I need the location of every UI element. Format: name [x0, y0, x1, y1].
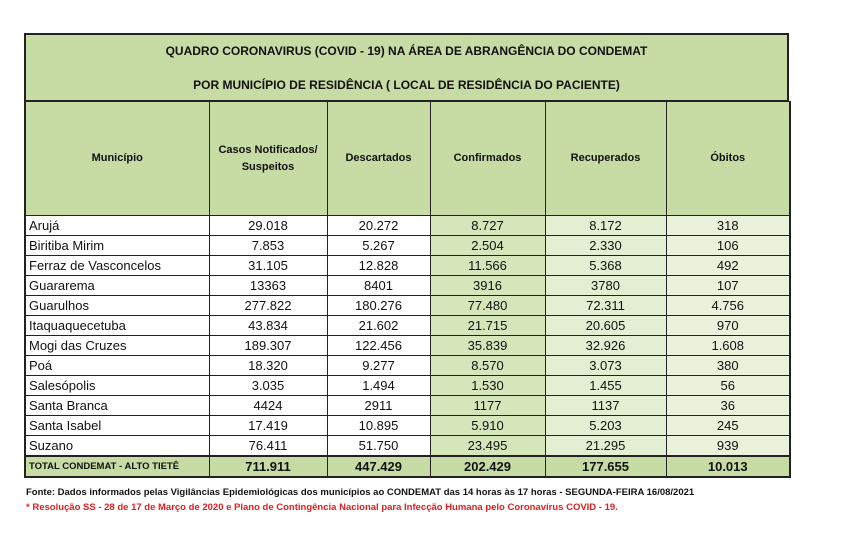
table-row [25, 256, 790, 276]
table-row [25, 236, 790, 256]
cell-descartados: 10.895 [327, 416, 430, 436]
cell-descartados: 180.276 [327, 296, 430, 316]
covid-data-table [24, 101, 791, 478]
header-casos-line1: Casos Notificados/ [218, 143, 318, 156]
cell-confirmados: 11.566 [430, 256, 545, 276]
header-recuperados: Recuperados [545, 102, 666, 216]
cell-casos: 31.105 [209, 256, 327, 276]
total-label: TOTAL CONDEMAT - ALTO TIETÊ [25, 456, 209, 477]
cell-confirmados: 5.910 [430, 416, 545, 436]
report-title-line2: POR MUNICÍPIO DE RESIDÊNCIA ( LOCAL DE RESIDÊNCIA DO PACIENTE) [193, 78, 620, 92]
cell-recuperados: 1137 [545, 396, 666, 416]
cell-descartados: 20.272 [327, 216, 430, 236]
total-recuperados: 177.655 [545, 456, 666, 477]
cell-obitos: 970 [666, 316, 790, 336]
cell-obitos: 318 [666, 216, 790, 236]
cell-casos: 4424 [209, 396, 327, 416]
header-municipio: Município [25, 102, 209, 216]
cell-obitos: 4.756 [666, 296, 790, 316]
cell-confirmados: 1177 [430, 396, 545, 416]
table-row [25, 436, 790, 457]
cell-municipio: Guarulhos [25, 296, 209, 316]
cell-descartados: 8401 [327, 276, 430, 296]
cell-municipio: Salesópolis [25, 376, 209, 396]
cell-descartados: 51.750 [327, 436, 430, 457]
resolution-note: * Resolução SS - 28 de 17 de Março de 2020 e Plano de Contingência Nacional para Infecção Humana pelo Coronavírus COVID - 19. [26, 502, 618, 513]
header-casos [209, 102, 327, 216]
table-row [25, 416, 790, 436]
table-row [25, 276, 790, 296]
header-descartados: Descartados [327, 102, 430, 216]
cell-descartados: 122.456 [327, 336, 430, 356]
cell-descartados: 1.494 [327, 376, 430, 396]
cell-recuperados: 2.330 [545, 236, 666, 256]
cell-casos: 13363 [209, 276, 327, 296]
cell-recuperados: 20.605 [545, 316, 666, 336]
header-casos-line2: Suspeitos [241, 160, 295, 173]
cell-recuperados: 32.926 [545, 336, 666, 356]
cell-municipio: Ferraz de Vasconcelos [25, 256, 209, 276]
table-row [25, 296, 790, 316]
cell-recuperados: 72.311 [545, 296, 666, 316]
total-row [25, 456, 790, 477]
covid-report-sheet [24, 33, 789, 478]
cell-recuperados: 1.455 [545, 376, 666, 396]
source-note: Fonte: Dados informados pelas Vigilâncias Epidemiológicas dos municípios ao CONDEMAT das 14 horas às 17 horas - SEGUNDA-FEIRA 16/08/2021 [26, 487, 695, 498]
cell-obitos: 36 [666, 396, 790, 416]
cell-confirmados: 77.480 [430, 296, 545, 316]
cell-recuperados: 3.073 [545, 356, 666, 376]
cell-municipio: Santa Isabel [25, 416, 209, 436]
cell-municipio: Guararema [25, 276, 209, 296]
cell-casos: 3.035 [209, 376, 327, 396]
cell-municipio: Santa Branca [25, 396, 209, 416]
cell-casos: 29.018 [209, 216, 327, 236]
cell-descartados: 9.277 [327, 356, 430, 376]
table-row [25, 356, 790, 376]
cell-casos: 277.822 [209, 296, 327, 316]
cell-casos: 18.320 [209, 356, 327, 376]
table-row [25, 396, 790, 416]
cell-descartados: 21.602 [327, 316, 430, 336]
total-descartados: 447.429 [327, 456, 430, 477]
report-footer [26, 487, 826, 513]
cell-confirmados: 23.495 [430, 436, 545, 457]
cell-confirmados: 1.530 [430, 376, 545, 396]
cell-casos: 17.419 [209, 416, 327, 436]
table-header-row [25, 102, 790, 216]
cell-municipio: Poá [25, 356, 209, 376]
table-row [25, 216, 790, 236]
cell-municipio: Arujá [25, 216, 209, 236]
cell-obitos: 380 [666, 356, 790, 376]
cell-confirmados: 2.504 [430, 236, 545, 256]
cell-municipio: Itaquaquecetuba [25, 316, 209, 336]
cell-confirmados: 35.839 [430, 336, 545, 356]
cell-recuperados: 8.172 [545, 216, 666, 236]
cell-obitos: 939 [666, 436, 790, 457]
cell-obitos: 245 [666, 416, 790, 436]
cell-recuperados: 5.368 [545, 256, 666, 276]
cell-casos: 43.834 [209, 316, 327, 336]
cell-recuperados: 21.295 [545, 436, 666, 457]
cell-descartados: 12.828 [327, 256, 430, 276]
cell-casos: 7.853 [209, 236, 327, 256]
table-row [25, 316, 790, 336]
cell-obitos: 492 [666, 256, 790, 276]
cell-confirmados: 8.727 [430, 216, 545, 236]
cell-obitos: 107 [666, 276, 790, 296]
cell-confirmados: 21.715 [430, 316, 545, 336]
cell-municipio: Suzano [25, 436, 209, 457]
cell-obitos: 1.608 [666, 336, 790, 356]
cell-confirmados: 3916 [430, 276, 545, 296]
report-title-line1: QUADRO CORONAVIRUS (COVID - 19) NA ÁREA DE ABRANGÊNCIA DO CONDEMAT [165, 44, 648, 58]
cell-obitos: 56 [666, 376, 790, 396]
cell-casos: 189.307 [209, 336, 327, 356]
cell-descartados: 5.267 [327, 236, 430, 256]
cell-recuperados: 3780 [545, 276, 666, 296]
cell-descartados: 2911 [327, 396, 430, 416]
header-obitos: Óbitos [666, 102, 790, 216]
header-confirmados: Confirmados [430, 102, 545, 216]
cell-confirmados: 8.570 [430, 356, 545, 376]
table-row [25, 376, 790, 396]
report-title-box [24, 33, 789, 101]
cell-obitos: 106 [666, 236, 790, 256]
table-body [25, 216, 790, 457]
total-obitos: 10.013 [666, 456, 790, 477]
total-casos: 711.911 [209, 456, 327, 477]
cell-recuperados: 5.203 [545, 416, 666, 436]
table-row [25, 336, 790, 356]
cell-municipio: Mogi das Cruzes [25, 336, 209, 356]
cell-casos: 76.411 [209, 436, 327, 457]
cell-municipio: Biritiba Mirim [25, 236, 209, 256]
total-confirmados: 202.429 [430, 456, 545, 477]
